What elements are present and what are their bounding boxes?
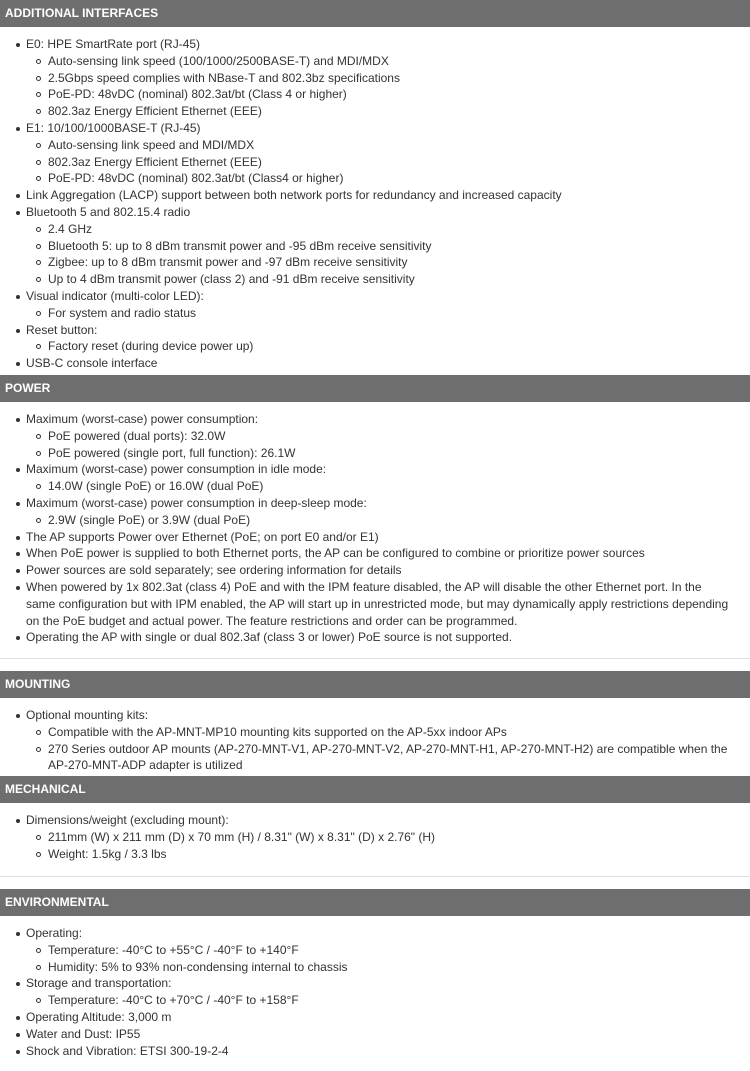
sub-list	[26, 305, 732, 322]
sub-list	[26, 428, 732, 462]
section-header: MOUNTING	[0, 671, 750, 698]
sub-list-item: 2.5Gbps speed complies with NBase-T and 802.3bz specifications	[26, 70, 732, 87]
list-item	[12, 812, 732, 862]
list-item	[12, 545, 732, 562]
list-item	[12, 579, 732, 629]
sub-list	[26, 137, 732, 187]
sub-list	[26, 724, 732, 774]
sub-list	[26, 512, 732, 529]
list-item-text: Optional mounting kits:	[26, 708, 149, 722]
sub-list-item: PoE powered (single port, full function): 26.1W	[26, 445, 732, 462]
list-item-text: Dimensions/weight (excluding mount):	[26, 813, 229, 827]
sub-list	[26, 53, 732, 120]
sub-list-item: Auto-sensing link speed (100/1000/2500BASE-T) and MDI/MDX	[26, 53, 732, 70]
list-item	[12, 120, 732, 187]
section-additional-interfaces	[0, 0, 750, 372]
list-item-text: Maximum (worst-case) power consumption:	[26, 412, 259, 426]
sub-list-item: 2.9W (single PoE) or 3.9W (dual PoE)	[26, 512, 732, 529]
list-item	[12, 355, 732, 372]
list-item-text: Visual indicator (multi-color LED):	[26, 288, 204, 303]
list-item-text: Operating:	[26, 926, 83, 940]
bullet-list	[0, 925, 732, 1059]
sub-list-item: 802.3az Energy Efficient Ethernet (EEE)	[26, 103, 732, 120]
list-item	[12, 629, 732, 646]
list-item	[12, 36, 732, 120]
sub-list	[26, 338, 732, 355]
list-item	[12, 322, 732, 356]
sub-list-item: 211mm (W) x 211 mm (D) x 70 mm (H) / 8.31" (W) x 8.31" (D) x 2.76" (H)	[26, 829, 732, 846]
sub-list-item: 270 Series outdoor AP mounts (AP-270-MNT-V1, AP-270-MNT-V2, AP-270-MNT-H1, AP-270-MNT-H2) are compatible when the AP-270-MNT-ADP adapter is utilized	[26, 741, 732, 775]
divider	[0, 658, 750, 659]
list-item-text: Link Aggregation (LACP) support between both network ports for redundancy and increased capacity	[26, 188, 562, 203]
list-item-text: When powered by 1x 802.3at (class 4) PoE and with the IPM feature disabled, the AP will disable the other Ethernet port. In the same configuration but with IPM enabled, the AP will start up in unrestricted mode, but may dynamically apply restrictions depending on the PoE budget and actual power. The feature restrictions and order can be programmed.	[26, 579, 729, 628]
bullet-list	[0, 411, 732, 646]
sub-list-item: Humidity: 5% to 93% non-condensing internal to chassis	[26, 959, 732, 976]
list-item	[12, 1009, 732, 1026]
list-item	[12, 925, 732, 975]
list-item-text: Reset button:	[26, 322, 98, 337]
sub-list-item: PoE-PD: 48vDC (nominal) 802.3at/bt (Class 4 or higher)	[26, 86, 732, 103]
sub-list-item: Weight: 1.5kg / 3.3 lbs	[26, 846, 732, 863]
list-item	[12, 562, 732, 579]
list-item-text: E1: 10/100/1000BASE-T (RJ-45)	[26, 120, 201, 135]
sub-list	[26, 942, 732, 976]
sub-list-item: PoE-PD: 48vDC (nominal) 802.3at/bt (Class4 or higher)	[26, 170, 732, 187]
sub-list-item: Temperature: -40°C to +70°C / -40°F to +158°F	[26, 992, 732, 1009]
sub-list	[26, 478, 732, 495]
list-item	[12, 975, 732, 1009]
list-item-text: When PoE power is supplied to both Ethernet ports, the AP can be configured to combine or prioritize power sources	[26, 546, 645, 561]
list-item	[12, 187, 732, 204]
sub-list	[26, 221, 732, 288]
list-item-text: Shock and Vibration: ETSI 300-19-2-4	[26, 1043, 229, 1058]
list-item	[12, 411, 732, 461]
sub-list-item: Up to 4 dBm transmit power (class 2) and -91 dBm receive sensitivity	[26, 271, 732, 288]
list-item	[12, 461, 732, 495]
section-body	[0, 916, 750, 1059]
list-item-text: Maximum (worst-case) power consumption in idle mode:	[26, 462, 327, 477]
sub-list-item: Auto-sensing link speed and MDI/MDX	[26, 137, 732, 154]
list-item	[12, 529, 732, 546]
section-power	[0, 375, 750, 646]
sub-list-item: PoE powered (dual ports): 32.0W	[26, 428, 732, 445]
bullet-list	[0, 812, 732, 862]
list-item-text: Maximum (worst-case) power consumption in deep-sleep mode:	[26, 495, 367, 510]
list-item-text: Bluetooth 5 and 802.15.4 radio	[26, 204, 191, 219]
list-item-text: Water and Dust: IP55	[26, 1026, 141, 1041]
list-item	[12, 1026, 732, 1043]
list-item-text: E0: HPE SmartRate port (RJ-45)	[26, 37, 201, 51]
sub-list-item: 14.0W (single PoE) or 16.0W (dual PoE)	[26, 478, 732, 495]
section-header: ENVIRONMENTAL	[0, 889, 750, 916]
sub-list-item: 2.4 GHz	[26, 221, 732, 238]
sub-list-item: 802.3az Energy Efficient Ethernet (EEE)	[26, 154, 732, 171]
list-item	[12, 1043, 732, 1060]
sub-list	[26, 992, 732, 1009]
bullet-list	[0, 707, 732, 774]
sub-list-item: Temperature: -40°C to +55°C / -40°F to +140°F	[26, 942, 732, 959]
sub-list	[26, 829, 732, 863]
list-item	[12, 288, 732, 322]
sub-list-item: Compatible with the AP-MNT-MP10 mounting kits supported on the AP-5xx indoor APs	[26, 724, 732, 741]
section-body	[0, 27, 750, 372]
sub-list-item: Zigbee: up to 8 dBm transmit power and -97 dBm receive sensitivity	[26, 254, 732, 271]
section-header: MECHANICAL	[0, 776, 750, 803]
section-header: POWER	[0, 375, 750, 402]
section-body	[0, 803, 750, 862]
list-item	[12, 204, 732, 288]
divider	[0, 876, 750, 877]
list-item-text: Power sources are sold separately; see ordering information for details	[26, 563, 402, 578]
sub-list-item: Factory reset (during device power up)	[26, 338, 732, 355]
section-mechanical	[0, 776, 750, 862]
sub-list-item: Bluetooth 5: up to 8 dBm transmit power and -95 dBm receive sensitivity	[26, 238, 732, 255]
bullet-list	[0, 36, 732, 372]
list-item	[12, 707, 732, 774]
section-body	[0, 402, 750, 646]
list-item-text: Operating Altitude: 3,000 m	[26, 1009, 172, 1024]
list-item-text: The AP supports Power over Ethernet (PoE; on port E0 and/or E1)	[26, 529, 379, 544]
section-body	[0, 698, 750, 774]
list-item-text: Operating the AP with single or dual 802.3af (class 3 or lower) PoE source is not supported.	[26, 630, 513, 645]
list-item	[12, 495, 732, 529]
list-item-text: Storage and transportation:	[26, 976, 172, 991]
section-environmental	[0, 889, 750, 1059]
sub-list-item: For system and radio status	[26, 305, 732, 322]
section-header: ADDITIONAL INTERFACES	[0, 0, 750, 27]
list-item-text: USB-C console interface	[26, 356, 158, 371]
section-mounting	[0, 671, 750, 774]
